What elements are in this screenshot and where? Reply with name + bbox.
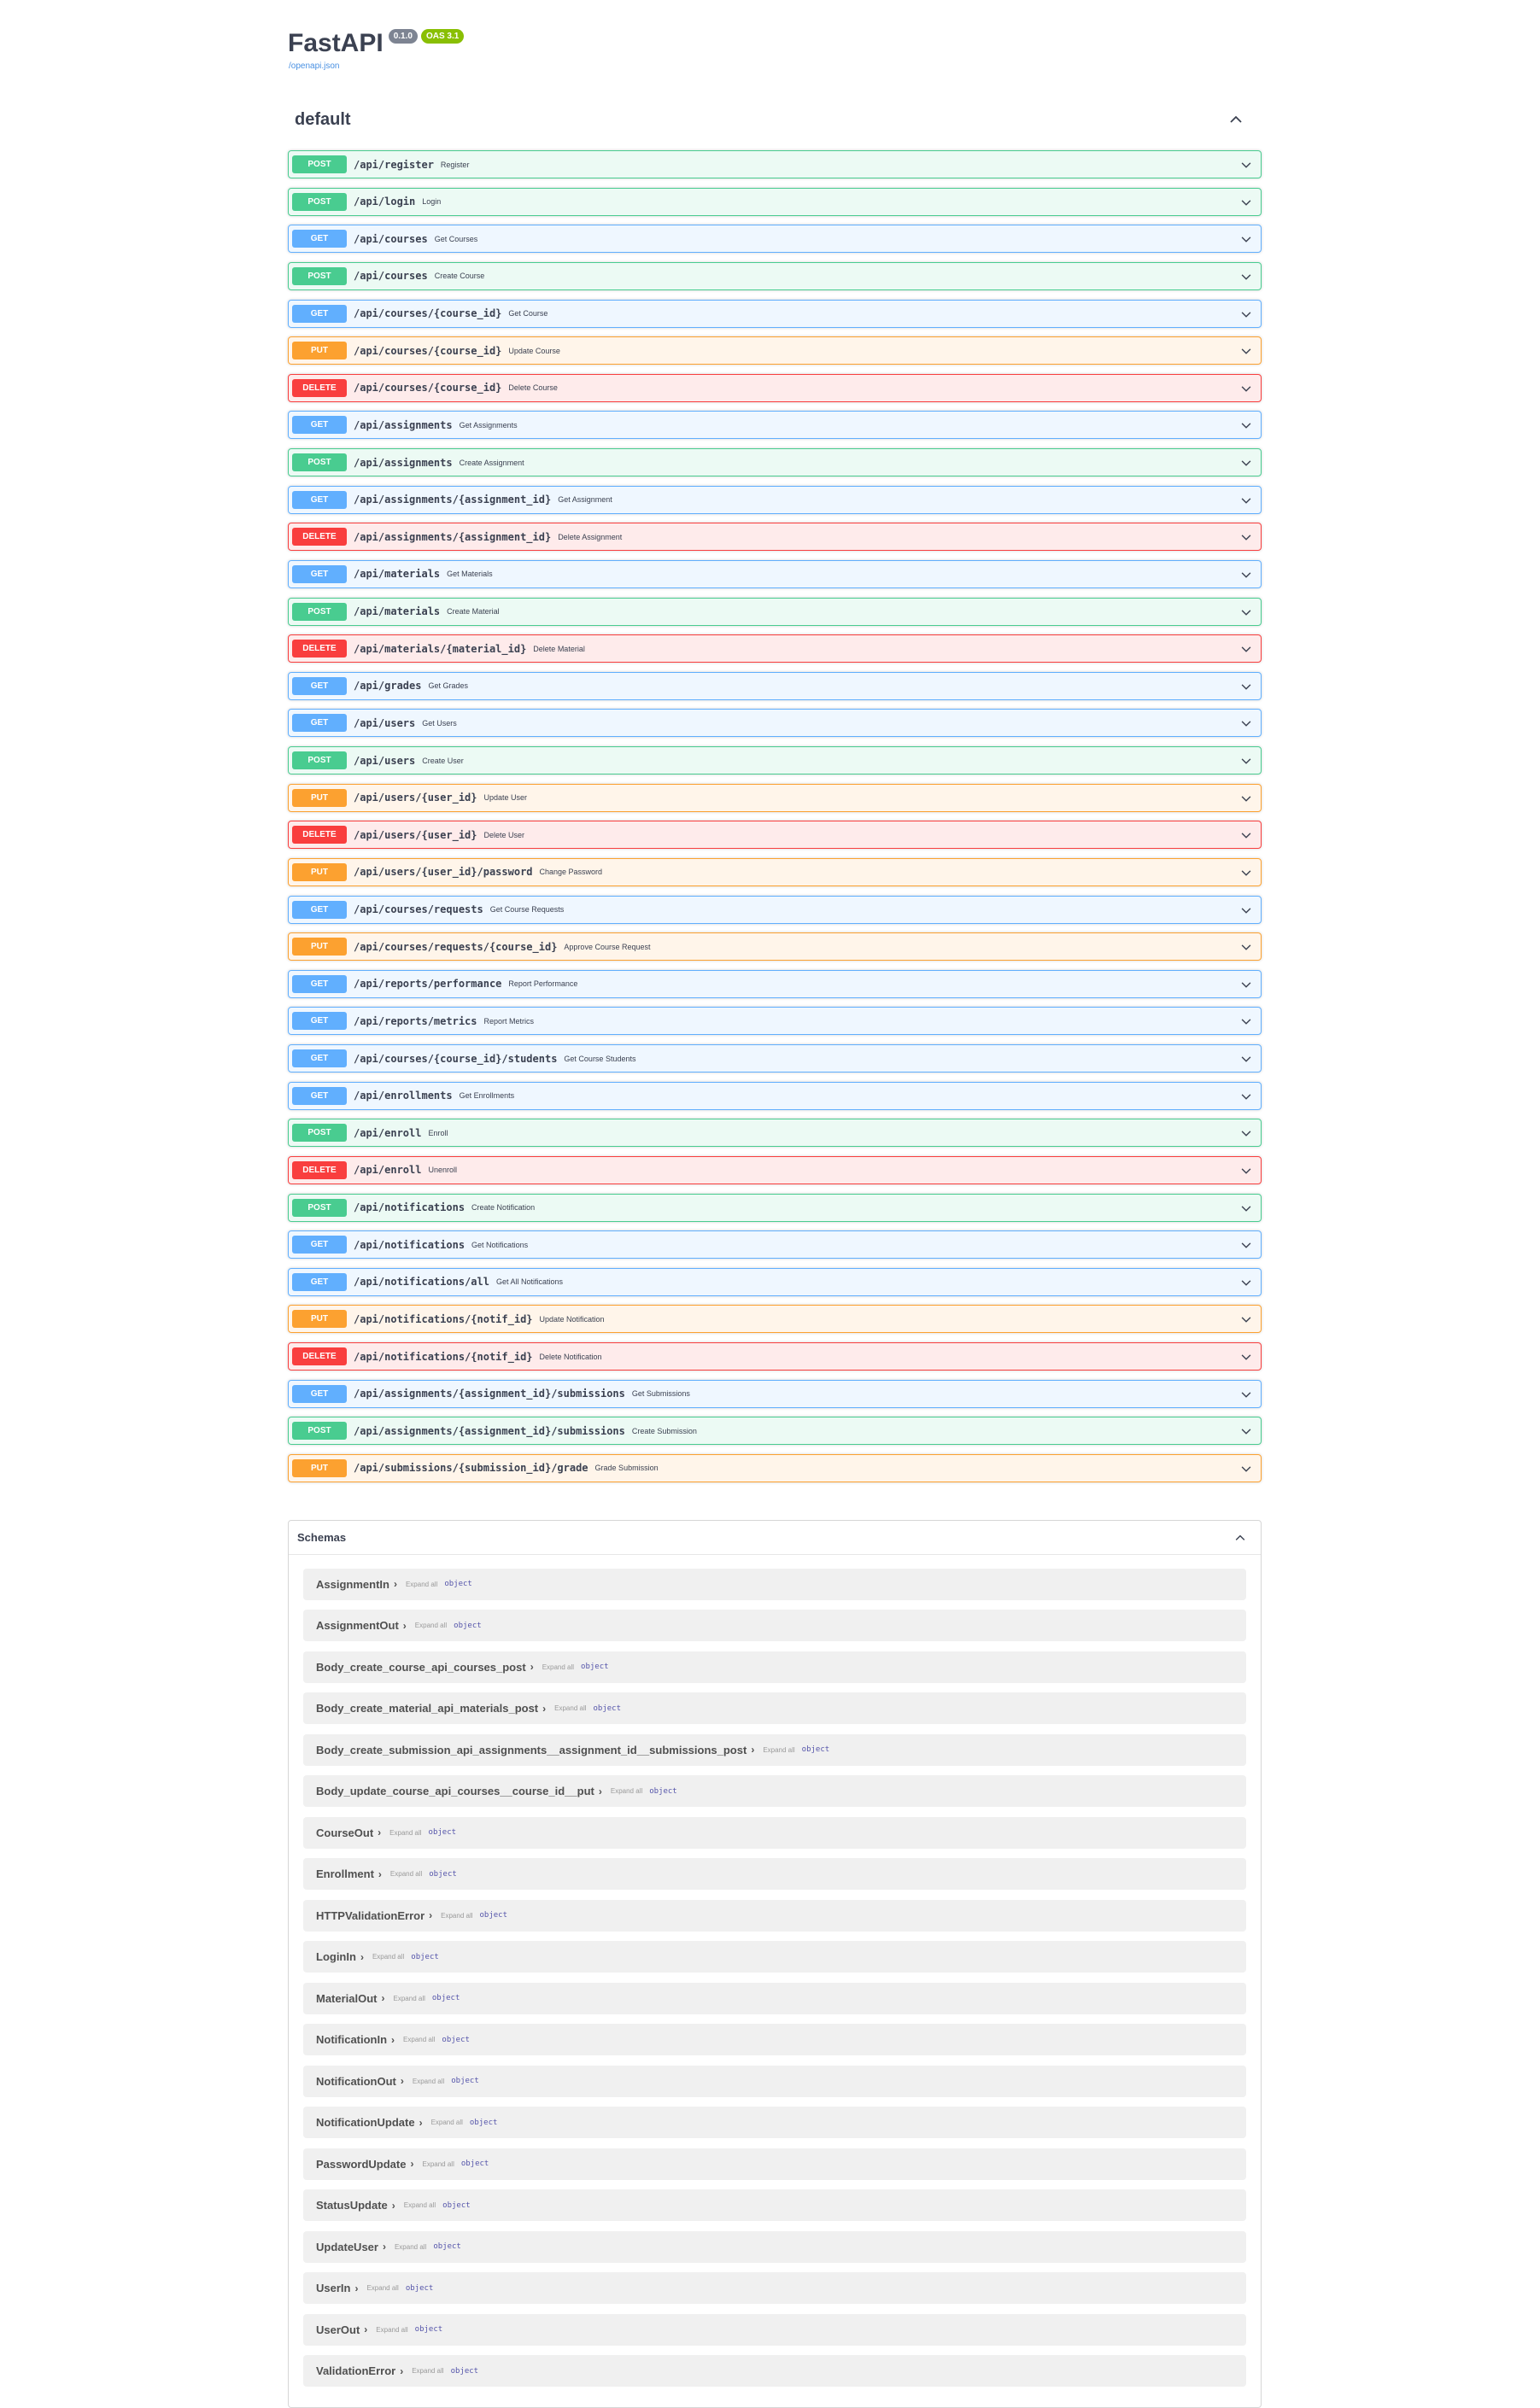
operation-path: /api/assignments/{assignment_id} [354, 530, 552, 543]
oas-badge: OAS 3.1 [421, 29, 464, 44]
schema-type: object [429, 1869, 457, 1879]
chevron-right-icon[interactable]: › [360, 1950, 364, 1963]
operation-summary: Get Assignments [459, 420, 518, 430]
operation-get[interactable] [288, 486, 1262, 514]
operation-path: /api/users [354, 716, 416, 729]
operation-summary: Create Assignment [459, 458, 524, 467]
chevron-down-icon[interactable] [1240, 1165, 1252, 1177]
schema-type: object [469, 2118, 498, 2127]
operation-path: /api/assignments [354, 418, 453, 431]
schemas-title: Schemas [297, 1530, 347, 1544]
operation-summary: Get Course Students [564, 1054, 636, 1063]
chevron-down-icon[interactable] [1240, 271, 1252, 283]
chevron-right-icon[interactable]: › [354, 2282, 359, 2294]
operation-summary: Unenroll [428, 1166, 458, 1175]
expand-all-button[interactable]: Expand all [441, 1911, 473, 1920]
operation-get[interactable] [288, 1007, 1262, 1035]
chevron-right-icon[interactable]: › [378, 1867, 382, 1880]
chevron-down-icon[interactable] [1240, 531, 1252, 543]
chevron-down-icon[interactable] [1240, 1015, 1252, 1027]
method-badge: DELETE [292, 826, 347, 844]
chevron-right-icon[interactable]: › [381, 1992, 385, 2005]
method-badge: POST [292, 155, 347, 173]
method-badge: GET [292, 677, 347, 695]
operation-summary: Login [422, 197, 442, 207]
operation-path: /api/notifications/{notif_id} [354, 1350, 533, 1363]
operation-get[interactable] [288, 1230, 1262, 1259]
operation-summary: Create Material [447, 607, 500, 616]
schema-name: NotificationUpdate [316, 2116, 415, 2130]
schema-name: Enrollment [316, 1867, 374, 1881]
method-badge: POST [292, 603, 347, 621]
operation-summary: Get All Notifications [495, 1277, 563, 1287]
schema-type: object [433, 2242, 461, 2252]
operation-summary: Report Performance [508, 979, 578, 989]
operation-put[interactable] [288, 1305, 1262, 1333]
operation-summary: Change Password [539, 868, 603, 877]
operation-path: /api/courses [354, 232, 428, 245]
page-title: FastAPI [288, 29, 384, 57]
operation-path: /api/courses/requests/{course_id} [354, 940, 558, 953]
schemas-list [289, 1555, 1261, 2388]
chevron-down-icon[interactable] [1240, 1202, 1252, 1214]
chevron-down-icon[interactable] [1240, 1463, 1252, 1475]
chevron-down-icon[interactable] [1240, 717, 1252, 729]
chevron-right-icon[interactable]: › [402, 1619, 407, 1632]
operation-post[interactable] [288, 598, 1262, 626]
expand-all-button[interactable]: Expand all [610, 1787, 643, 1796]
operation-summary: Get Users [422, 718, 457, 728]
schemas-header[interactable] [289, 1521, 1261, 1555]
schema-model[interactable] [303, 1734, 1246, 1766]
operation-path: /api/users/{user_id} [354, 792, 477, 804]
schema-model[interactable] [303, 1900, 1246, 1932]
method-badge: GET [292, 901, 347, 919]
version-badge: 0.1.0 [389, 29, 418, 44]
schema-model[interactable] [303, 1610, 1246, 1641]
operation-summary: Get Course Requests [489, 905, 565, 914]
expand-all-button[interactable]: Expand all [376, 2325, 408, 2334]
schema-type: object [405, 2283, 434, 2293]
schema-model[interactable] [303, 1817, 1246, 1849]
expand-all-button[interactable]: Expand all [394, 2242, 427, 2251]
chevron-down-icon[interactable] [1240, 681, 1252, 693]
method-badge: PUT [292, 863, 347, 881]
schema-name: Body_update_course_api_courses__course_id__put [316, 1785, 594, 1798]
operation-summary: Create Submission [631, 1426, 697, 1435]
chevron-down-icon[interactable] [1240, 196, 1252, 208]
operation-summary: Get Grades [428, 681, 469, 691]
method-badge: GET [292, 305, 347, 323]
schema-model[interactable] [303, 2355, 1246, 2387]
expand-all-button[interactable]: Expand all [403, 2201, 436, 2210]
schema-name: UpdateUser [316, 2240, 378, 2253]
schema-name: LoginIn [316, 1950, 356, 1964]
chevron-right-icon[interactable]: › [410, 2158, 414, 2171]
expand-all-button[interactable]: Expand all [412, 2077, 445, 2085]
chevron-right-icon[interactable]: › [391, 2033, 395, 2046]
operation-path: /api/materials [354, 605, 441, 617]
schema-name: AssignmentOut [316, 1619, 399, 1633]
operation-summary: Delete Notification [539, 1352, 602, 1361]
method-badge: GET [292, 1049, 347, 1067]
operation-summary: Report Metrics [483, 1016, 535, 1026]
schema-name: Body_create_course_api_courses_post [316, 1660, 526, 1674]
chevron-down-icon[interactable] [1240, 1425, 1252, 1437]
operation-post[interactable] [288, 1119, 1262, 1147]
schema-model[interactable] [303, 2272, 1246, 2304]
method-badge: POST [292, 1199, 347, 1217]
chevron-down-icon[interactable] [1240, 1090, 1252, 1102]
expand-all-button[interactable]: Expand all [430, 2119, 463, 2127]
method-badge: GET [292, 416, 347, 434]
schema-type: object [442, 2035, 470, 2044]
method-badge: POST [292, 751, 347, 769]
operation-path: /api/assignments/{assignment_id}/submissions [354, 1424, 625, 1437]
schemas-section [288, 1520, 1262, 2408]
operation-summary: Get Assignment [558, 495, 612, 505]
chevron-right-icon[interactable]: › [378, 1826, 382, 1839]
method-badge: GET [292, 975, 347, 993]
method-badge: DELETE [292, 379, 347, 397]
schema-type: object [442, 2201, 471, 2210]
operation-path: /api/notifications/all [354, 1276, 489, 1289]
method-badge: DELETE [292, 640, 347, 658]
method-badge: PUT [292, 789, 347, 807]
operation-post[interactable] [288, 448, 1262, 476]
chevron-right-icon[interactable]: › [382, 2241, 386, 2253]
chevron-down-icon[interactable] [1240, 494, 1252, 506]
tag-title: default [295, 109, 351, 129]
operation-path: /api/courses/{course_id}/students [354, 1052, 558, 1065]
method-badge: GET [292, 1236, 347, 1254]
expand-all-button[interactable]: Expand all [405, 1580, 438, 1588]
schema-type: object [581, 1663, 609, 1672]
operation-path: /api/enroll [354, 1164, 422, 1177]
method-badge: GET [292, 1273, 347, 1291]
expand-all-button[interactable]: Expand all [393, 1994, 425, 2002]
schema-type: object [801, 1745, 830, 1755]
operation-path: /api/notifications [354, 1238, 466, 1251]
operation-summary: Get Course [508, 309, 548, 318]
operation-delete[interactable] [288, 374, 1262, 402]
operation-summary: Get Submissions [631, 1389, 690, 1399]
operation-put[interactable] [288, 932, 1262, 961]
operation-path: /api/courses/{course_id} [354, 382, 502, 395]
schema-name: NotificationOut [316, 2074, 396, 2088]
schema-type: object [593, 1704, 622, 1713]
schema-model[interactable] [303, 1651, 1246, 1683]
schema-model[interactable] [303, 2148, 1246, 2180]
operation-summary: Get Notifications [471, 1240, 529, 1249]
operation-path: /api/courses/requests [354, 903, 483, 915]
method-badge: PUT [292, 342, 347, 359]
schema-model[interactable] [303, 2066, 1246, 2097]
openapi-json-link[interactable]: /openapi.json [289, 61, 340, 71]
schema-type: object [460, 2160, 489, 2169]
schema-type: object [444, 1580, 472, 1589]
method-badge: PUT [292, 1310, 347, 1328]
operation-summary: Delete Material [533, 644, 585, 653]
operation-path: /api/reports/metrics [354, 1014, 477, 1027]
schema-name: StatusUpdate [316, 2199, 388, 2212]
chevron-down-icon[interactable] [1240, 941, 1252, 953]
schema-type: object [454, 1621, 482, 1630]
expand-all-button[interactable]: Expand all [366, 2284, 399, 2293]
chevron-down-icon[interactable] [1240, 792, 1252, 804]
operation-summary: Grade Submission [594, 1464, 659, 1473]
operation-put[interactable] [288, 858, 1262, 886]
operation-put[interactable] [288, 784, 1262, 812]
chevron-right-icon[interactable]: › [391, 2199, 395, 2212]
operation-path: /api/submissions/{submission_id}/grade [354, 1462, 588, 1475]
operation-summary: Create User [422, 756, 464, 765]
operation-path: /api/users/{user_id} [354, 828, 477, 841]
operation-post[interactable] [288, 262, 1262, 290]
chevron-down-icon[interactable] [1240, 755, 1252, 767]
method-badge: GET [292, 714, 347, 732]
method-badge: DELETE [292, 1347, 347, 1365]
chevron-down-icon[interactable] [1240, 643, 1252, 655]
chevron-down-icon[interactable] [1240, 867, 1252, 879]
chevron-down-icon[interactable] [1240, 308, 1252, 320]
operation-summary: Enroll [428, 1128, 448, 1137]
operations-list [288, 150, 1262, 1482]
schema-name: NotificationIn [316, 2033, 388, 2047]
schema-model[interactable] [303, 1858, 1246, 1890]
schema-name: CourseOut [316, 1826, 374, 1839]
operation-path: /api/users [354, 754, 416, 767]
operation-path: /api/assignments [354, 456, 453, 469]
chevron-down-icon[interactable] [1240, 1388, 1252, 1400]
operation-put[interactable] [288, 1454, 1262, 1482]
operation-summary: Update Course [508, 346, 560, 355]
method-badge: POST [292, 453, 347, 471]
method-badge: GET [292, 565, 347, 583]
schema-type: object [450, 2366, 479, 2376]
operation-path: /api/users/{user_id}/password [354, 866, 533, 879]
operation-delete[interactable] [288, 1156, 1262, 1184]
schema-type: object [428, 1828, 457, 1838]
method-badge: POST [292, 193, 347, 211]
schema-name: HTTPValidationError [316, 1908, 425, 1922]
operation-path: /api/enrollments [354, 1090, 453, 1102]
operation-path: /api/login [354, 196, 416, 208]
chevron-down-icon[interactable] [1240, 159, 1252, 171]
method-badge: PUT [292, 1459, 347, 1477]
chevron-down-icon[interactable] [1240, 569, 1252, 581]
operation-get[interactable] [288, 560, 1262, 588]
chevron-down-icon[interactable] [1240, 345, 1252, 357]
operation-summary: Create Notification [471, 1203, 536, 1212]
schema-type: object [414, 2325, 443, 2335]
schema-name: MaterialOut [316, 1991, 378, 2005]
operation-get[interactable] [288, 411, 1262, 439]
chevron-right-icon[interactable]: › [364, 2323, 368, 2336]
operation-post[interactable] [288, 1194, 1262, 1222]
operation-summary: Delete User [483, 830, 525, 839]
operation-path: /api/courses [354, 270, 428, 283]
operation-path: /api/materials [354, 568, 441, 581]
chevron-right-icon[interactable]: › [400, 2075, 404, 2088]
swagger-ui [288, 0, 1262, 2408]
chevron-right-icon[interactable]: › [429, 1909, 433, 1922]
operation-summary: Get Enrollments [459, 1091, 515, 1101]
operation-summary: Get Materials [447, 570, 493, 579]
operation-summary: Update User [483, 793, 528, 803]
operation-path: /api/assignments/{assignment_id}/submissions [354, 1388, 625, 1400]
expand-all-button[interactable]: Expand all [389, 1828, 422, 1837]
operation-path: /api/notifications/{notif_id} [354, 1312, 533, 1325]
schema-model[interactable] [303, 1941, 1246, 1973]
operation-get[interactable] [288, 300, 1262, 328]
operation-path: /api/reports/performance [354, 978, 502, 991]
chevron-right-icon[interactable]: › [598, 1785, 602, 1797]
operation-summary: Register [440, 160, 470, 169]
operation-get[interactable] [288, 1082, 1262, 1110]
operation-summary: Update Notification [539, 1314, 605, 1324]
operation-get[interactable] [288, 1268, 1262, 1296]
operation-get[interactable] [288, 970, 1262, 998]
operation-path: /api/grades [354, 680, 422, 693]
operation-get[interactable] [288, 1380, 1262, 1408]
schema-type: object [411, 1952, 439, 1961]
operation-get[interactable] [288, 672, 1262, 700]
operation-path: /api/materials/{material_id} [354, 642, 527, 655]
operation-summary: Approve Course Request [564, 942, 651, 951]
info-header [288, 0, 1262, 94]
schema-name: UserIn [316, 2282, 351, 2295]
chevron-down-icon[interactable] [1240, 829, 1252, 841]
chevron-down-icon[interactable] [1240, 979, 1252, 991]
chevron-up-icon[interactable] [1233, 1531, 1247, 1545]
chevron-right-icon[interactable]: › [393, 1578, 397, 1591]
operation-delete[interactable] [288, 821, 1262, 849]
method-badge: DELETE [292, 1161, 347, 1179]
operation-get[interactable] [288, 896, 1262, 924]
chevron-down-icon[interactable] [1240, 1127, 1252, 1139]
schema-type: object [431, 1994, 460, 2003]
operation-get[interactable] [288, 709, 1262, 737]
operation-summary: Get Courses [434, 234, 478, 243]
schema-name: UserOut [316, 2323, 360, 2336]
expand-all-button[interactable]: Expand all [372, 1953, 405, 1961]
chevron-right-icon[interactable]: › [530, 1661, 534, 1674]
schema-name: AssignmentIn [316, 1577, 389, 1591]
operation-summary: Delete Course [508, 383, 558, 393]
schema-model[interactable] [303, 2231, 1246, 2263]
operation-path: /api/register [354, 158, 434, 171]
operation-post[interactable] [288, 188, 1262, 216]
expand-all-button[interactable]: Expand all [422, 2160, 454, 2168]
operation-summary: Create Course [434, 272, 485, 281]
operation-path: /api/courses/{course_id} [354, 307, 502, 319]
operation-delete[interactable] [288, 1342, 1262, 1371]
operation-get[interactable] [288, 1044, 1262, 1072]
operation-put[interactable] [288, 336, 1262, 365]
method-badge: GET [292, 1087, 347, 1105]
chevron-right-icon[interactable]: › [400, 2364, 404, 2377]
expand-all-button[interactable]: Expand all [763, 1745, 795, 1754]
tag-header-default[interactable] [288, 94, 1262, 145]
schema-model[interactable] [303, 1775, 1246, 1807]
chevron-down-icon[interactable] [1240, 457, 1252, 469]
chevron-down-icon[interactable] [1240, 1313, 1252, 1325]
chevron-down-icon[interactable] [1240, 1053, 1252, 1065]
schema-model[interactable] [303, 2314, 1246, 2346]
chevron-right-icon[interactable]: › [751, 1744, 755, 1756]
expand-all-button[interactable]: Expand all [554, 1704, 587, 1713]
method-badge: POST [292, 1422, 347, 1440]
chevron-down-icon[interactable] [1240, 383, 1252, 395]
schema-type: object [451, 2077, 479, 2086]
schema-name: Body_create_material_api_materials_post [316, 1702, 539, 1715]
schema-model[interactable] [303, 2189, 1246, 2221]
schema-model[interactable] [303, 1569, 1246, 1600]
method-badge: GET [292, 1012, 347, 1030]
chevron-up-icon[interactable] [1227, 111, 1244, 128]
operation-summary: Delete Assignment [558, 532, 623, 541]
expand-all-button[interactable]: Expand all [542, 1663, 575, 1671]
chevron-down-icon[interactable] [1240, 233, 1252, 245]
schema-model[interactable] [303, 2024, 1246, 2055]
method-badge: POST [292, 267, 347, 285]
chevron-down-icon[interactable] [1240, 419, 1252, 431]
operation-path: /api/enroll [354, 1126, 422, 1139]
method-badge: POST [292, 1124, 347, 1142]
operation-delete[interactable] [288, 634, 1262, 663]
method-badge: GET [292, 491, 347, 509]
schema-name: ValidationError [316, 2364, 396, 2378]
schema-type: object [649, 1786, 677, 1796]
chevron-right-icon[interactable]: › [542, 1702, 547, 1715]
schema-model[interactable] [303, 1983, 1246, 2014]
operation-get[interactable] [288, 225, 1262, 253]
chevron-down-icon[interactable] [1240, 606, 1252, 618]
operation-post[interactable] [288, 746, 1262, 774]
operation-post[interactable] [288, 150, 1262, 178]
schema-name: PasswordUpdate [316, 2157, 407, 2171]
method-badge: PUT [292, 938, 347, 956]
operation-path: /api/assignments/{assignment_id} [354, 494, 552, 506]
expand-all-button[interactable]: Expand all [403, 2036, 436, 2044]
operation-path: /api/notifications [354, 1201, 466, 1213]
method-badge: GET [292, 230, 347, 248]
schema-model[interactable] [303, 2107, 1246, 2138]
expand-all-button[interactable]: Expand all [414, 1622, 448, 1630]
title-row [288, 27, 464, 60]
schema-name: Body_create_submission_api_assignments__assignment_id__submissions_post [316, 1743, 747, 1756]
chevron-down-icon[interactable] [1240, 1239, 1252, 1251]
method-badge: GET [292, 1385, 347, 1403]
method-badge: DELETE [292, 528, 347, 546]
chevron-right-icon[interactable]: › [419, 2116, 423, 2129]
operation-delete[interactable] [288, 523, 1262, 551]
schema-type: object [479, 1911, 508, 1920]
operation-path: /api/courses/{course_id} [354, 344, 502, 357]
expand-all-button[interactable]: Expand all [389, 1870, 423, 1879]
expand-all-button[interactable]: Expand all [412, 2367, 444, 2376]
operation-post[interactable] [288, 1417, 1262, 1445]
schema-model[interactable] [303, 1692, 1246, 1724]
chevron-down-icon[interactable] [1240, 904, 1252, 916]
chevron-down-icon[interactable] [1240, 1351, 1252, 1363]
chevron-down-icon[interactable] [1240, 1277, 1252, 1289]
